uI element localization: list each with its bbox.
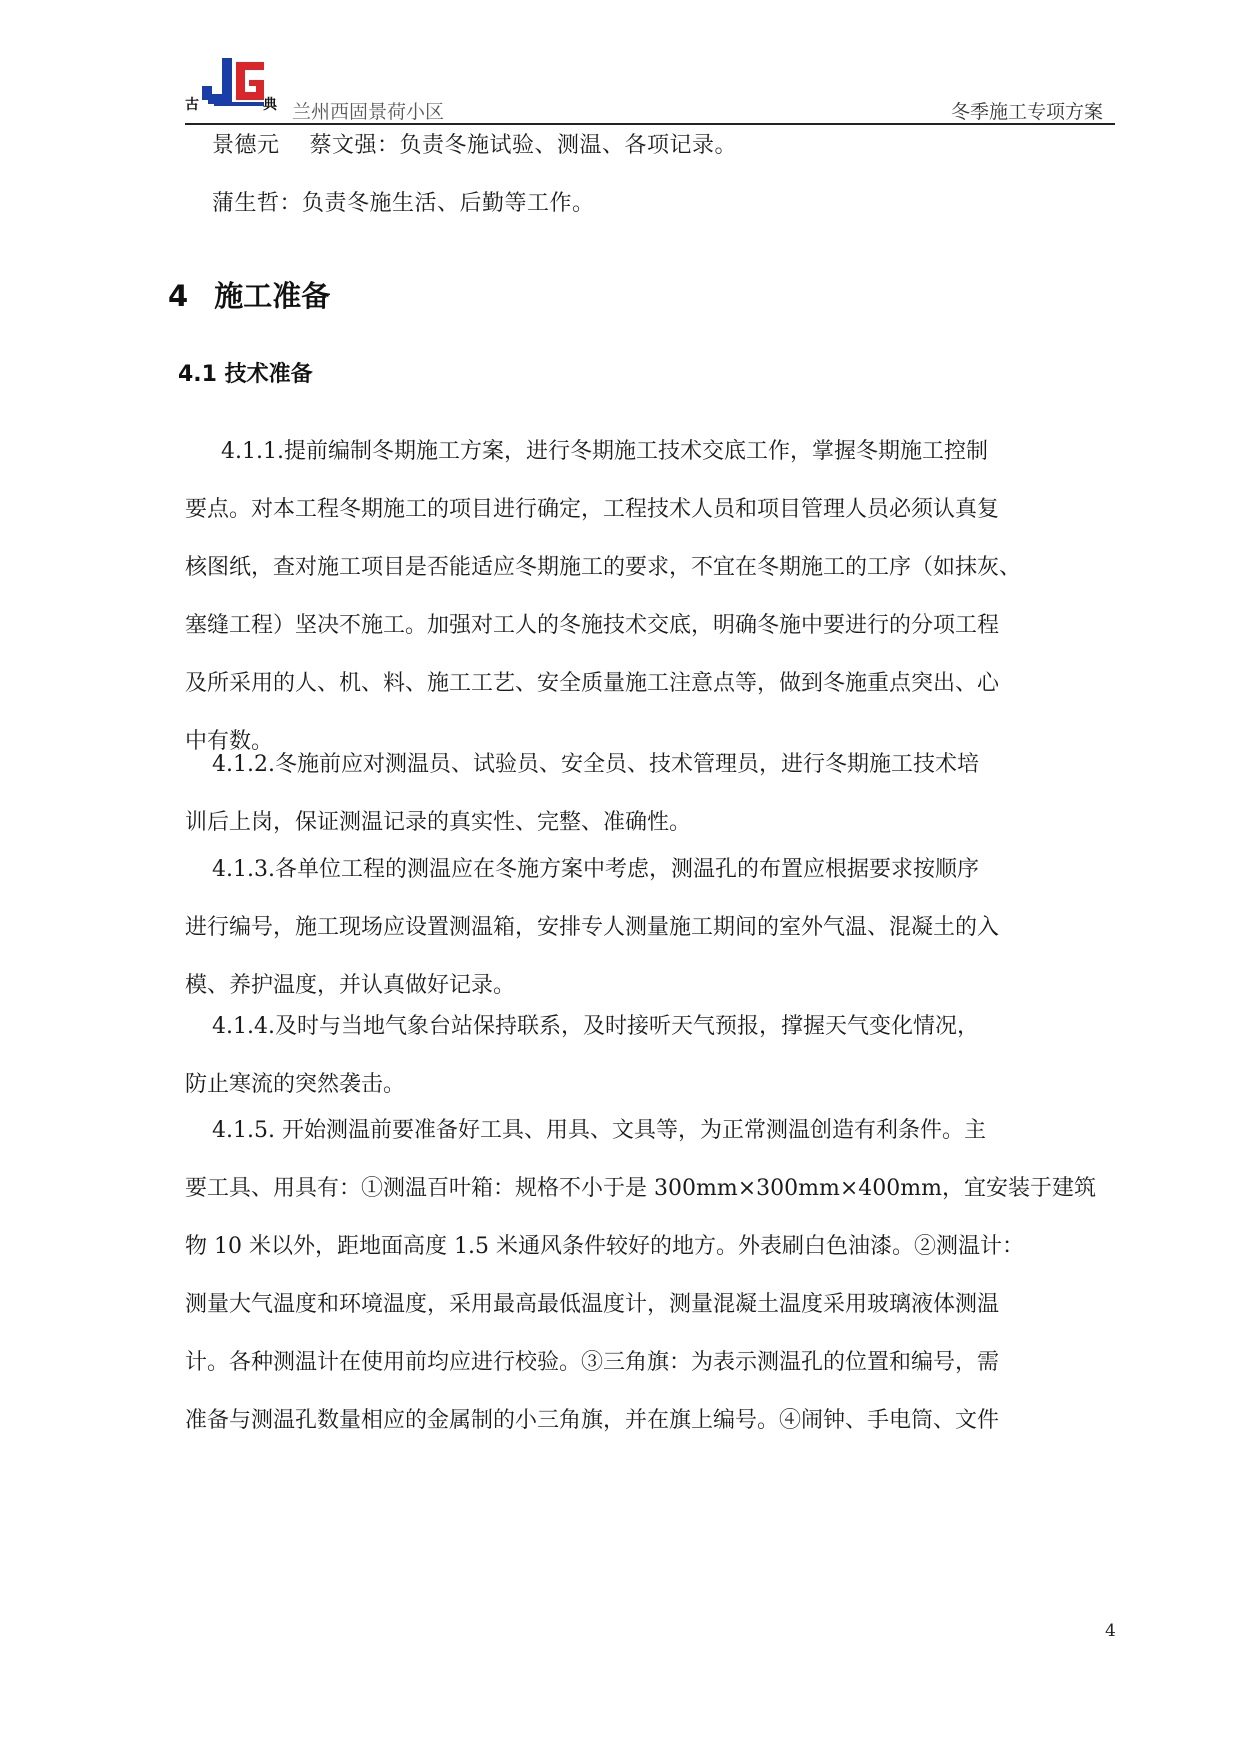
intro-line: 景德元 蔡文强：负责冬施试验、测温、各项记录。 — [212, 133, 737, 158]
paragraph-line: 4.1.4.及时与当地气象台站保持联系，及时接听天气预报，撑握天气变化情况， — [212, 1014, 979, 1039]
company-logo — [194, 58, 294, 116]
header-divider — [185, 123, 1115, 125]
paragraph-line: 塞缝工程）坚决不施工。加强对工人的冬施技术交底，明确冬施中要进行的分项工程 — [185, 613, 1000, 638]
header-doc-title: 冬季施工专项方案 — [950, 101, 1103, 123]
paragraph-line: 中有数。 — [185, 729, 274, 754]
paragraph-4-1-5 — [185, 1102, 1115, 1450]
page-number: 4 — [1105, 1621, 1116, 1641]
paragraph-line: 防止寒流的突然袭击。 — [185, 1072, 406, 1097]
paragraph-line: 训后上岗，保证测温记录的真实性、完整、准确性。 — [185, 810, 692, 835]
paragraph-line: 进行编号，施工现场应设置测温箱，安排专人测量施工期间的室外气温、混凝土的入 — [185, 915, 1000, 940]
paragraph-4-1-2 — [185, 736, 1115, 852]
page-header — [185, 52, 1115, 122]
logo-right-char: 典 — [263, 97, 277, 113]
paragraph-line: 测量大气温度和环境温度，采用最高最低温度计，测量混凝土温度采用玻璃液体测温 — [185, 1292, 1000, 1317]
paragraph-line: 物 10 米以外，距地面高度 1.5 米通风条件较好的地方。外表刷白色油漆。②测温计： — [185, 1234, 1024, 1259]
paragraph-4-1-4 — [185, 998, 1115, 1114]
paragraph-line: 计。各种测温计在使用前均应进行校验。③三角旗：为表示测温孔的位置和编号，需 — [185, 1350, 1000, 1375]
paragraph-line: 4.1.3.各单位工程的测温应在冬施方案中考虑，测温孔的布置应根据要求按顺序 — [212, 857, 979, 882]
paragraph-line: 模、养护温度，并认真做好记录。 — [185, 973, 516, 998]
paragraph-4-1-1 — [185, 423, 1115, 771]
paragraph-line: 要点。对本工程冬期施工的项目进行确定，工程技术人员和项目管理人员必须认真复 — [185, 497, 1000, 522]
paragraph-line: 4.1.1.提前编制冬期施工方案，进行冬期施工技术交底工作，掌握冬期施工控制 — [221, 439, 988, 464]
paragraph-4-1-3 — [185, 841, 1115, 1015]
paragraph-line: 4.1.5. 开始测温前要准备好工具、用具、文具等，为正常测温创造有利条件。主 — [212, 1118, 986, 1143]
subsection-heading: 4.1 技术准备 — [178, 362, 313, 387]
paragraph-line: 准备与测温孔数量相应的金属制的小三角旗，并在旗上编号。④闹钟、手电筒、文件 — [185, 1408, 1000, 1433]
intro-line: 蒲生哲：负责冬施生活、后勤等工作。 — [212, 191, 595, 216]
logo-mark — [194, 58, 294, 116]
header-project-name: 兰州西固景荷小区 — [292, 101, 445, 123]
section-number: 4 — [168, 279, 189, 313]
paragraph-line: 核图纸，查对施工项目是否能适应冬期施工的要求，不宜在冬期施工的工序（如抹灰、 — [185, 555, 1022, 580]
paragraph-line: 及所采用的人、机、料、施工工艺、安全质量施工注意点等，做到冬施重点突出、心 — [185, 671, 1000, 696]
section-title: 施工准备 — [214, 279, 331, 313]
paragraph-line: 要工具、用具有：①测温百叶箱：规格不小于是 300mm×300mm×400mm，宜安装于建筑 — [185, 1176, 1097, 1201]
logo-left-char: 古 — [185, 97, 199, 113]
paragraph-line: 4.1.2.冬施前应对测温员、试验员、安全员、技术管理员，进行冬期施工技术培 — [212, 752, 979, 777]
section-heading — [168, 274, 330, 315]
